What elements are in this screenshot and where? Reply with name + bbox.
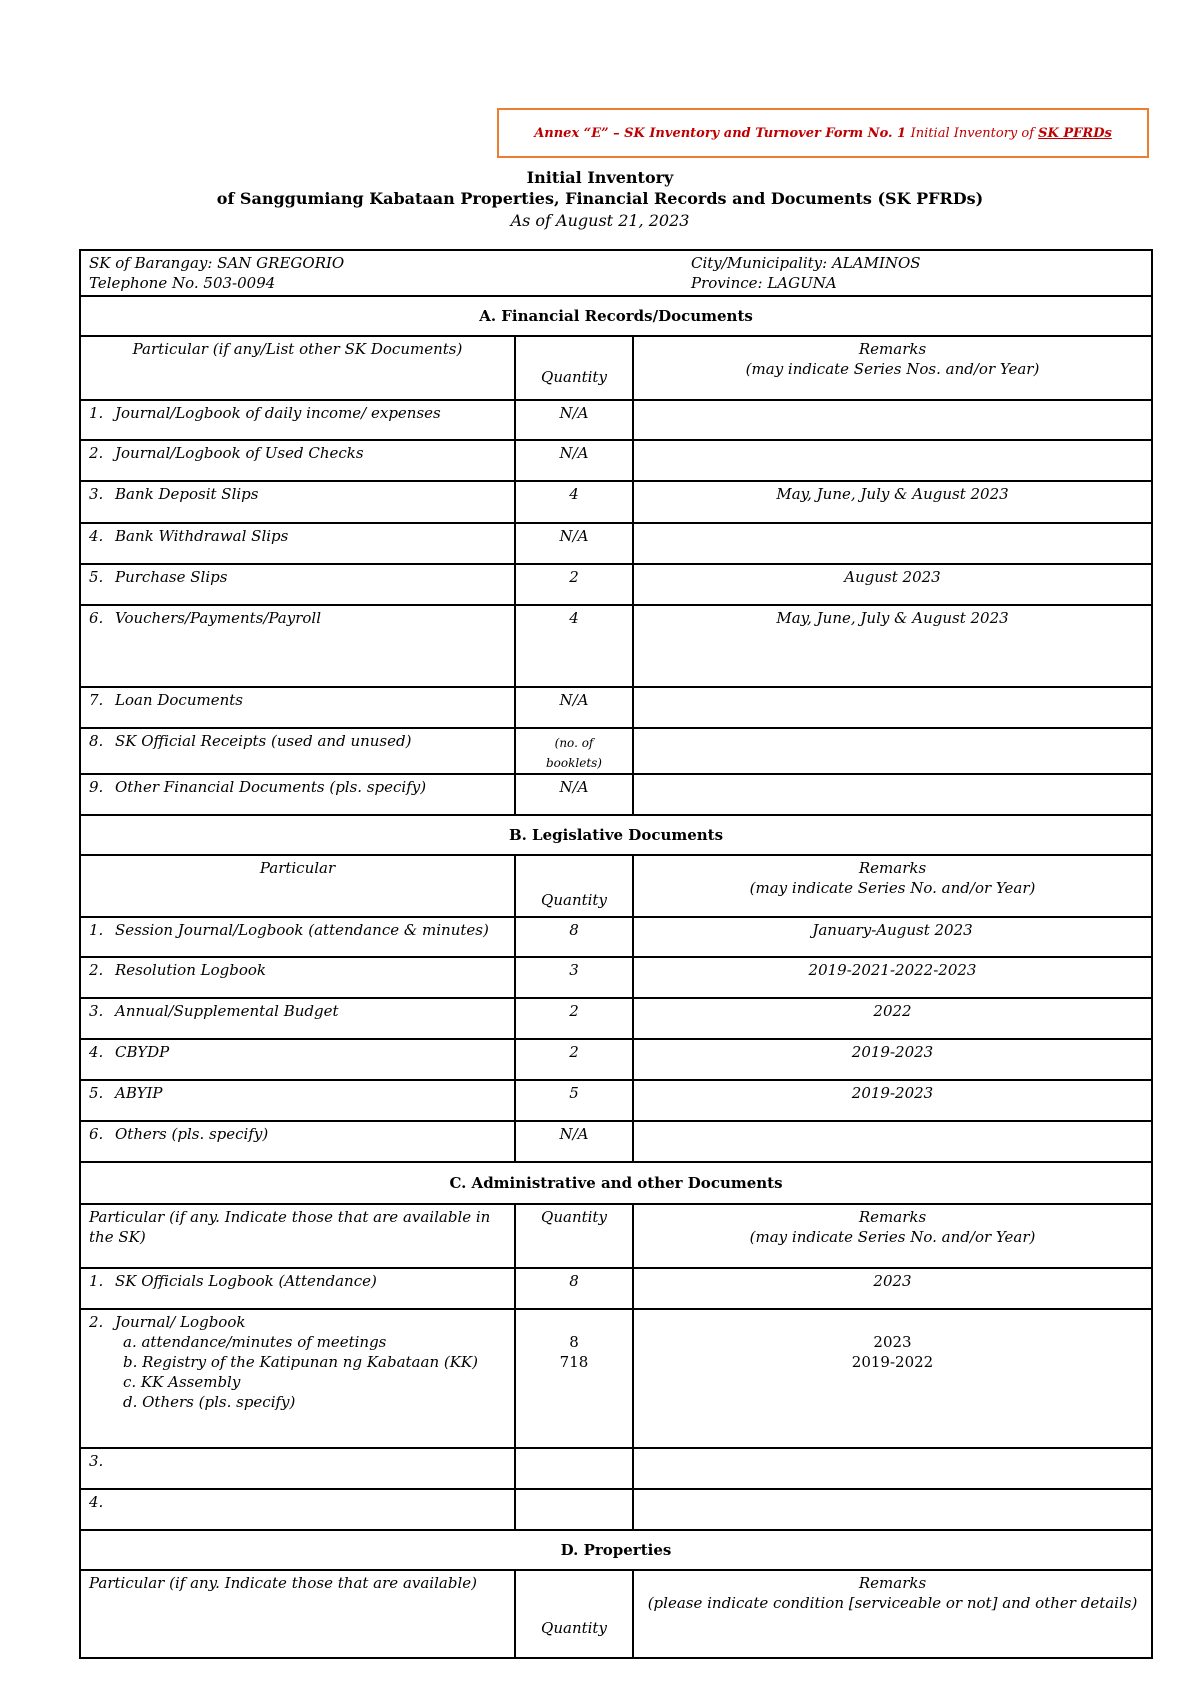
table-row: 6. Others (pls. specify) N/A <box>80 1121 1152 1162</box>
table-row: 3. Bank Deposit Slips 4 May, June, July & August 2023 <box>80 481 1152 523</box>
annex-middle: Initial Inventory of <box>910 125 1039 141</box>
table-row: 3. <box>80 1448 1152 1489</box>
table-row: 4. CBYDP 2 2019-2023 <box>80 1039 1152 1080</box>
table-row: 7. Loan Documents N/A <box>80 687 1152 728</box>
table-row: 5. Purchase Slips 2 August 2023 <box>80 564 1152 605</box>
inventory-table <box>79 249 1153 1659</box>
col-particular: Particular (if any. Indicate those that are available) <box>80 1570 515 1658</box>
annex-label-box <box>497 108 1149 158</box>
section-b-header <box>80 855 1152 917</box>
table-row: 2. Journal/Logbook of Used Checks N/A <box>80 440 1152 481</box>
table-row: 9. Other Financial Documents (pls. specify) N/A <box>80 774 1152 815</box>
col-remarks: Remarks (please indicate condition [serviceable or not] and other details) <box>633 1570 1152 1658</box>
table-row: 1. SK Officials Logbook (Attendance) 8 2023 <box>80 1268 1152 1309</box>
col-particular: Particular (if any/List other SK Documents) <box>80 336 515 400</box>
section-d-header <box>80 1570 1152 1658</box>
telephone-field: Telephone No. 503-0094 <box>89 274 276 292</box>
annex-suffix: SK PFRDs <box>1038 125 1112 141</box>
section-d-title: D. Properties <box>80 1530 1152 1570</box>
col-remarks: Remarks (may indicate Series No. and/or Year) <box>633 1204 1152 1268</box>
section-b-title: B. Legislative Documents <box>80 815 1152 855</box>
table-row: 1. Session Journal/Logbook (attendance & minutes) 8 January-August 2023 <box>80 917 1152 957</box>
section-a-title: A. Financial Records/Documents <box>80 296 1152 336</box>
section-c-header <box>80 1204 1152 1268</box>
table-row: 1. Journal/Logbook of daily income/ expenses N/A <box>80 400 1152 440</box>
col-remarks: Remarks (may indicate Series Nos. and/or Year) <box>633 336 1152 400</box>
col-remarks: Remarks (may indicate Series No. and/or Year) <box>633 855 1152 917</box>
col-quantity: Quantity <box>515 1204 633 1268</box>
table-row: 2. Resolution Logbook 3 2019-2021-2022-2023 <box>80 957 1152 998</box>
annex-prefix: Annex “E” – SK Inventory and Turnover Form No. 1 <box>534 125 911 141</box>
table-row: 3. Annual/Supplemental Budget 2 2022 <box>80 998 1152 1039</box>
province-field: Province: LAGUNA <box>691 274 837 292</box>
title-line-2: of Sanggumiang Kabataan Properties, Financial Records and Documents (SK PFRDs) <box>216 189 984 208</box>
col-quantity: Quantity <box>515 336 633 400</box>
section-c-title: C. Administrative and other Documents <box>80 1162 1152 1204</box>
col-quantity: Quantity <box>515 1570 633 1658</box>
col-particular: Particular (if any. Indicate those that are available in the SK) <box>80 1204 515 1268</box>
as-of-date: As of August 21, 2023 <box>510 211 690 230</box>
section-a-header <box>80 336 1152 400</box>
info-row <box>80 250 1152 296</box>
col-quantity: Quantity <box>515 855 633 917</box>
table-row: 4. <box>80 1489 1152 1530</box>
title-line-1: Initial Inventory <box>526 168 674 187</box>
table-row: 2. Journal/ Logbook a. attendance/minutes of meetings b. Registry of the Katipunan ng Kabataan (KK) c. KK Assembly d. Others (pls. specify) 8 718 2023 2019-2022 <box>80 1309 1152 1448</box>
table-row: 5. ABYIP 5 2019-2023 <box>80 1080 1152 1121</box>
barangay-field: SK of Barangay: SAN GREGORIO <box>89 254 345 272</box>
table-row: 6. Vouchers/Payments/Payroll 4 May, June, July & August 2023 <box>80 605 1152 687</box>
col-particular: Particular <box>80 855 515 917</box>
table-row: 4. Bank Withdrawal Slips N/A <box>80 523 1152 564</box>
table-row: 8. SK Official Receipts (used and unused) (no. of booklets) <box>80 728 1152 774</box>
city-field: City/Municipality: ALAMINOS <box>691 254 921 272</box>
